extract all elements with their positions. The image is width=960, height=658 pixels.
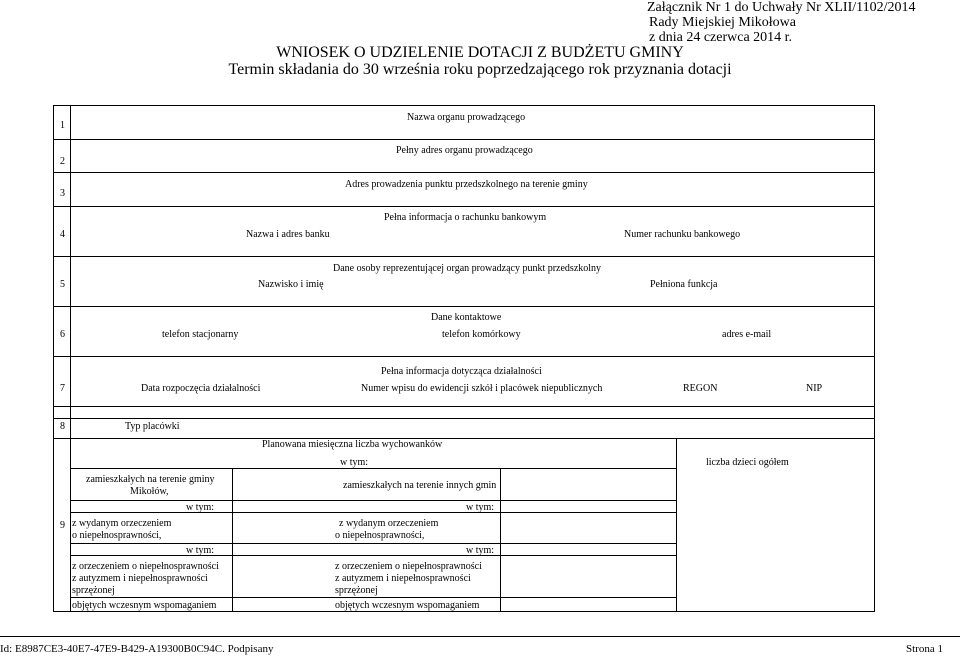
contact-heading: Dane kontaktowe <box>431 312 502 323</box>
mikolow-residents-line2: Mikołów, <box>130 486 169 497</box>
attachment-line-3: z dnia 24 czerwca 2014 r. <box>649 30 793 45</box>
row-number-1: 1 <box>60 120 65 131</box>
landline-label: telefon stacjonarny <box>162 329 239 340</box>
early-support-right: objętych wczesnym wspomaganiem <box>335 600 480 611</box>
nip-label: NIP <box>806 383 823 394</box>
mobile-label: telefon komórkowy <box>442 329 521 340</box>
planned-children-heading: Planowana miesięczna liczba wychowanków <box>262 439 443 450</box>
activity-heading: Pełna informacja dotycząca działalności <box>381 366 542 377</box>
representative-heading: Dane osoby reprezentującej organ prowadzący punkt przedszkolny <box>333 263 602 274</box>
certificate-left-line1: z wydanym orzeczeniem <box>72 518 172 529</box>
page-number: Strona 1 <box>906 643 943 655</box>
regon-label: REGON <box>683 383 718 394</box>
document-id: Id: E8987CE3-40E7-47E9-B429-A19300B0C94C. Podpisany <box>0 643 274 655</box>
facility-type-label: Typ placówki <box>125 421 180 432</box>
row-number-9: 9 <box>60 520 65 531</box>
row-number-8: 8 <box>60 421 65 432</box>
organ-address-label: Pełny adres organu prowadzącego <box>396 145 533 156</box>
w-tym-right-1: w tym: <box>466 502 495 513</box>
bank-info-heading: Pełna informacja o rachunku bankowym <box>384 212 547 223</box>
certificate-right-line2: o niepełnosprawności, <box>335 530 425 541</box>
document-title: WNIOSEK O UDZIELENIE DOTACJI Z BUDŻETU GMINY <box>276 44 684 61</box>
certificate-left-line2: o niepełnosprawności, <box>72 530 162 541</box>
function-label: Pełniona funkcja <box>650 279 718 290</box>
other-residents-label: zamieszkałych na terenie innych gmin <box>343 480 497 491</box>
w-tym-left-1: w tym: <box>186 502 215 513</box>
disability-left-line1: z orzeczeniem o niepełnosprawności <box>72 561 219 572</box>
disability-right-line1: z orzeczeniem o niepełnosprawności <box>335 561 482 572</box>
disability-right-line2: z autyzmem i niepełnosprawności <box>335 573 471 584</box>
w-tym-right-2: w tym: <box>466 545 495 556</box>
email-label: adres e-mail <box>722 329 772 340</box>
row-number-5: 5 <box>60 279 65 290</box>
registry-number-label: Numer wpisu do ewidencji szkół i placówek niepublicznych <box>361 383 603 394</box>
total-children-label: liczba dzieci ogółem <box>706 457 789 468</box>
point-address-label: Adres prowadzenia punktu przedszkolnego na terenie gminy <box>345 179 588 190</box>
row-number-7: 7 <box>60 383 65 394</box>
disability-left-line3: sprzężonej <box>72 585 115 596</box>
row-number-6: 6 <box>60 329 65 340</box>
w-tym-top: w tym: <box>340 457 369 468</box>
organ-name-label: Nazwa organu prowadzącego <box>407 112 526 123</box>
w-tym-left-2: w tym: <box>186 545 215 556</box>
attachment-line-2: Rady Miejskiej Mikołowa <box>649 15 796 30</box>
row-number-2: 2 <box>60 156 65 167</box>
disability-left-line2: z autyzmem i niepełnosprawności <box>72 573 208 584</box>
mikolow-residents-line1: zamieszkałych na terenie gminy <box>86 474 215 485</box>
start-date-label: Data rozpoczęcia działalności <box>141 383 261 394</box>
bank-name-label: Nazwa i adres banku <box>246 229 330 240</box>
attachment-line-1: Załącznik Nr 1 do Uchwały Nr XLII/1102/2014 <box>647 0 916 15</box>
row-number-4: 4 <box>60 229 65 240</box>
disability-right-line3: sprzężonej <box>335 585 378 596</box>
full-name-label: Nazwisko i imię <box>258 279 324 290</box>
document-subtitle: Termin składania do 30 września roku poprzedzającego rok przyznania dotacji <box>228 61 732 78</box>
row-number-3: 3 <box>60 188 65 199</box>
certificate-right-line1: z wydanym orzeczeniem <box>339 518 439 529</box>
early-support-left: objętych wczesnym wspomaganiem <box>72 600 217 611</box>
account-number-label: Numer rachunku bankowego <box>624 229 741 240</box>
